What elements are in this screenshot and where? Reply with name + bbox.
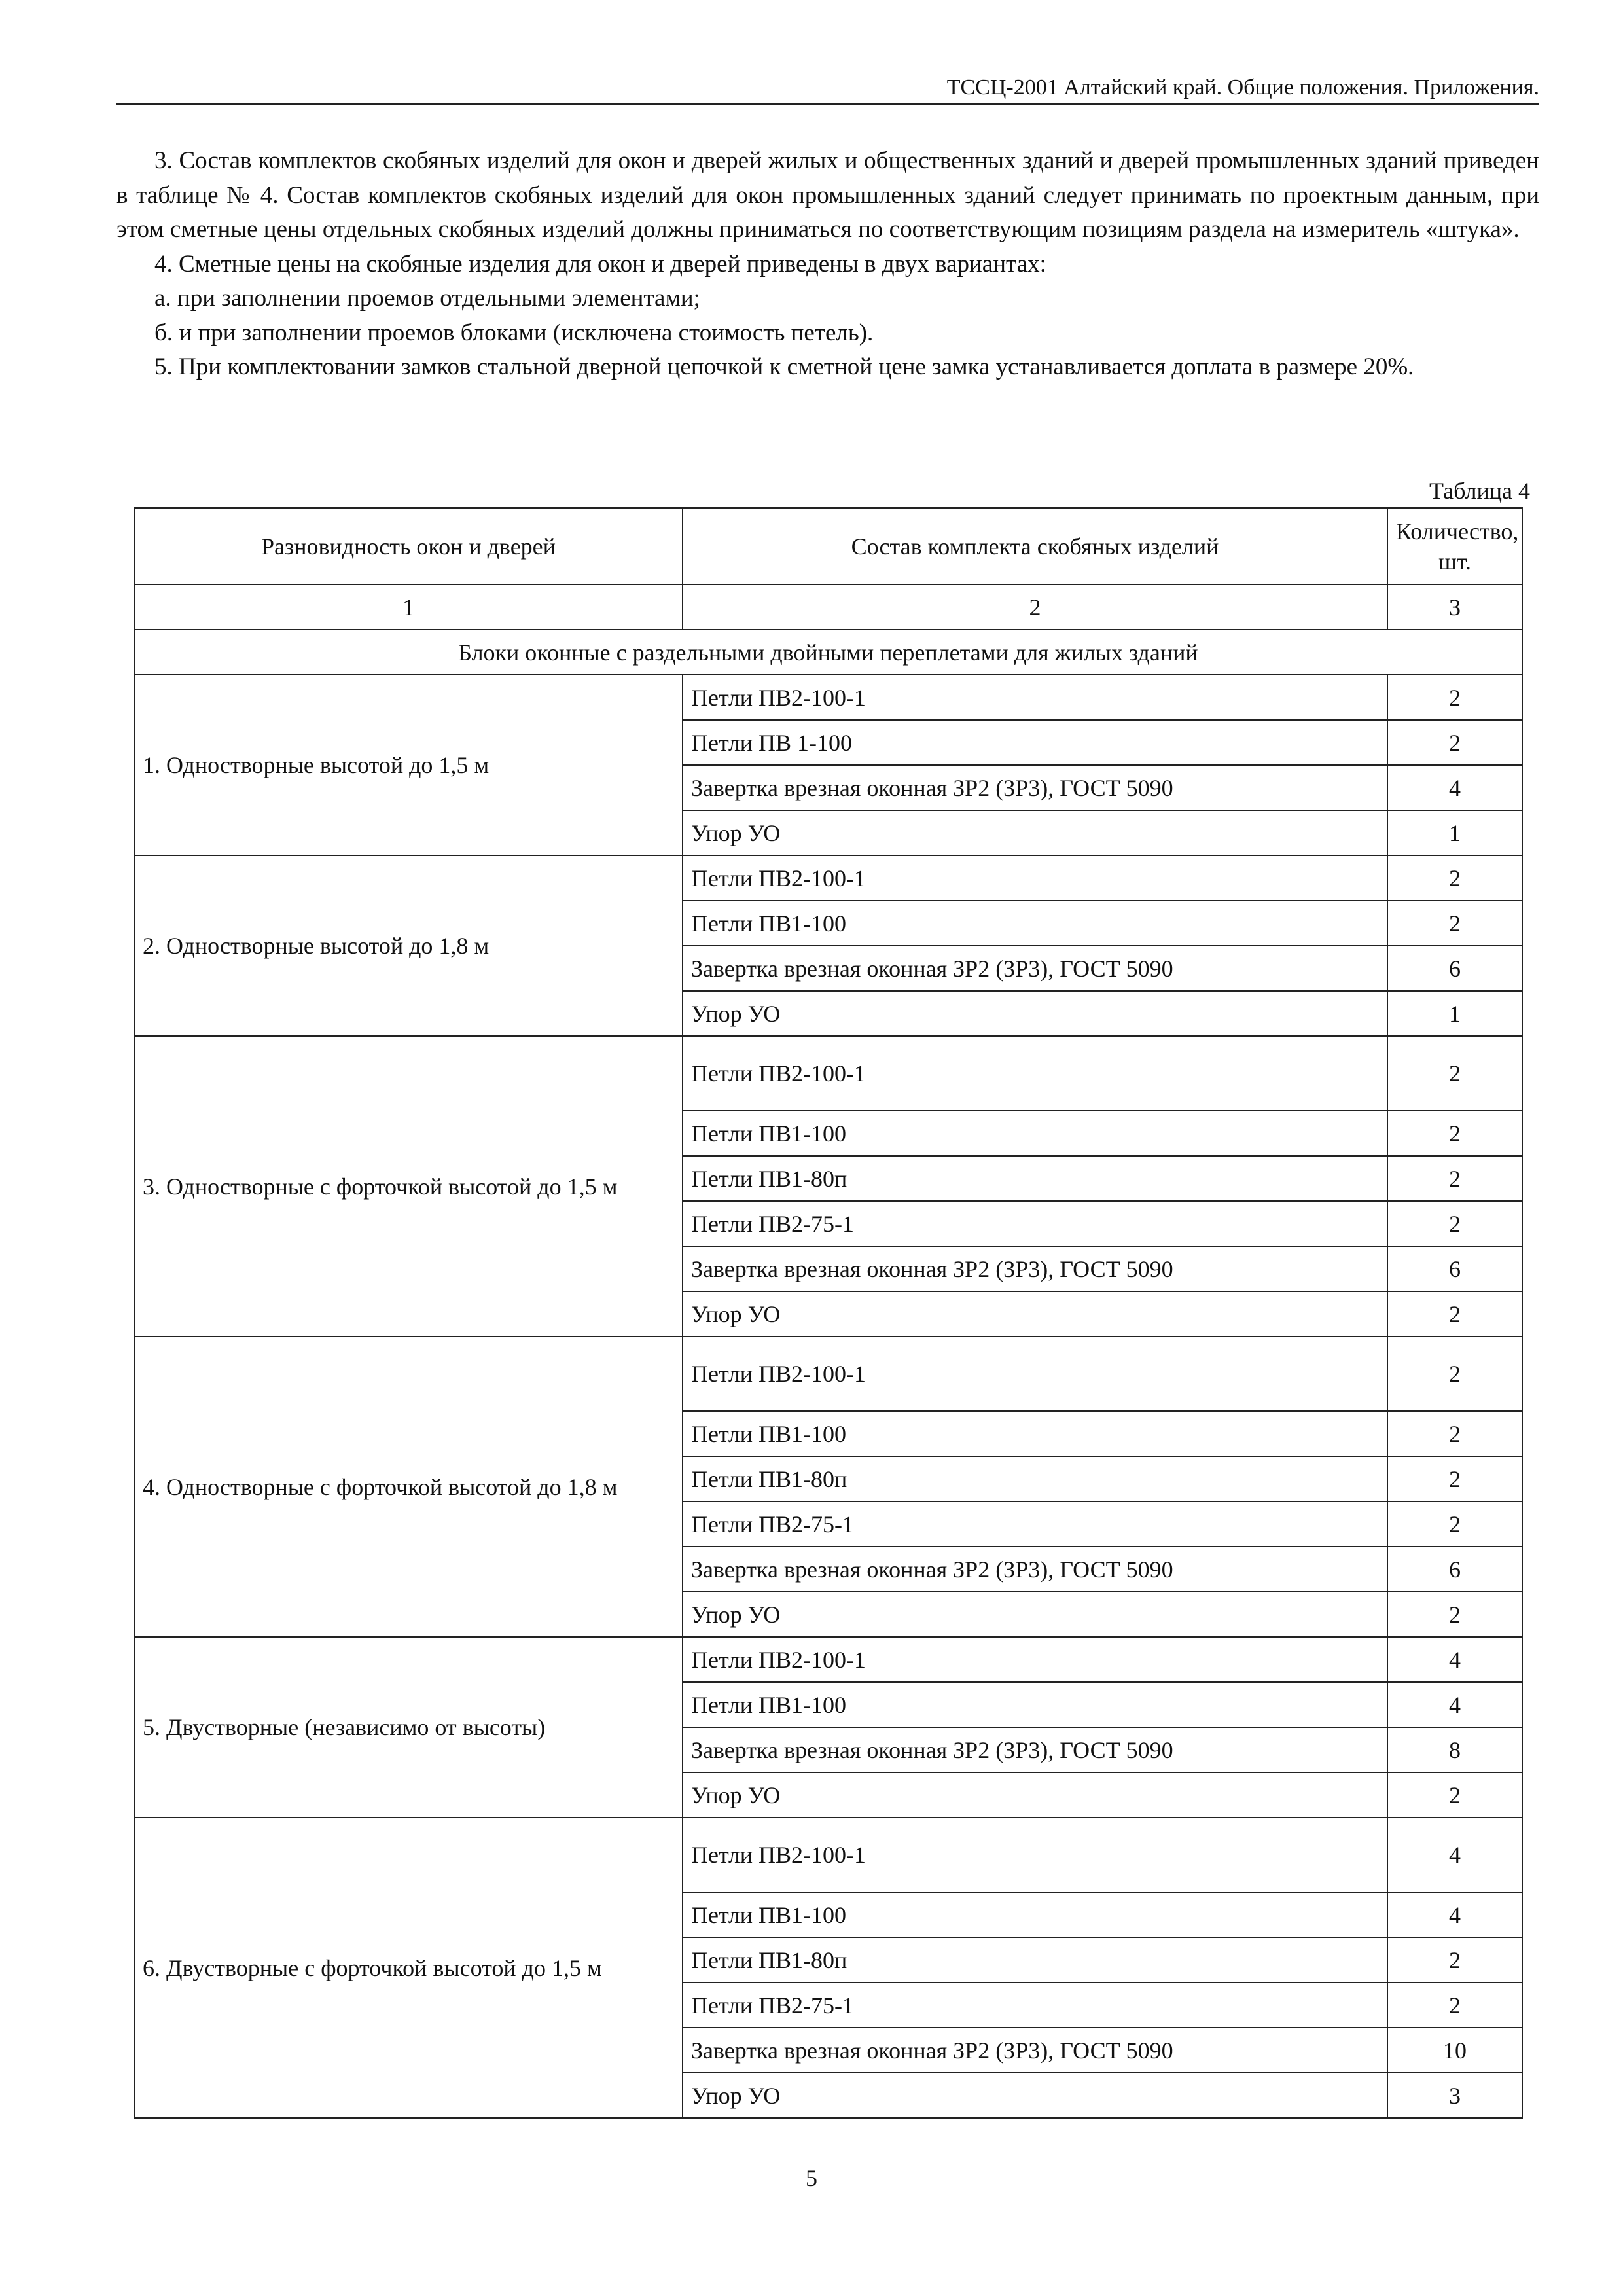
hardware-item-cell: Петли ПВ1-100 <box>683 901 1387 946</box>
quantity-cell: 4 <box>1387 765 1522 810</box>
column-header-variety: Разновидность окон и дверей <box>134 508 683 584</box>
hardware-item-cell: Петли ПВ2-100-1 <box>683 1036 1387 1111</box>
quantity-cell: 2 <box>1387 1501 1522 1547</box>
window-variety-cell: 1. Одностворные высотой до 1,5 м <box>134 675 683 855</box>
header-rule <box>116 103 1539 105</box>
hardware-item-cell: Завертка врезная оконная ЗР2 (ЗР3), ГОСТ 5090 <box>683 1727 1387 1772</box>
hardware-item-cell: Упор УО <box>683 991 1387 1036</box>
hardware-item-cell: Петли ПВ1-100 <box>683 1682 1387 1727</box>
paragraph-4: 4. Сметные цены на скобяные изделия для окон и дверей приведены в двух вариантах: <box>154 250 1046 278</box>
hardware-item-cell: Упор УО <box>683 1592 1387 1637</box>
quantity-cell: 2 <box>1387 675 1522 720</box>
hardware-item-cell: Петли ПВ2-100-1 <box>683 1336 1387 1411</box>
table-row <box>134 675 1522 720</box>
hardware-item-cell: Завертка врезная оконная ЗР2 (ЗР3), ГОСТ 5090 <box>683 946 1387 991</box>
window-variety-cell: 3. Одностворные с форточкой высотой до 1,5 м <box>134 1036 683 1336</box>
hardware-item-cell: Завертка врезная оконная ЗР2 (ЗР3), ГОСТ 5090 <box>683 1547 1387 1592</box>
hardware-item-cell: Завертка врезная оконная ЗР2 (ЗР3), ГОСТ 5090 <box>683 1246 1387 1291</box>
page-number: 5 <box>806 2165 817 2191</box>
window-variety-cell: 6. Двустворные с форточкой высотой до 1,5 м <box>134 1818 683 2118</box>
quantity-cell: 2 <box>1387 1937 1522 1982</box>
paragraph-4a: а. при заполнении проемов отдельными элементами; <box>154 285 700 312</box>
quantity-cell: 10 <box>1387 2028 1522 2073</box>
quantity-cell: 4 <box>1387 1637 1522 1682</box>
quantity-cell: 2 <box>1387 1772 1522 1818</box>
hardware-item-cell: Петли ПВ2-75-1 <box>683 1982 1387 2028</box>
table-row <box>134 1336 1522 1411</box>
hardware-item-cell: Петли ПВ1-100 <box>683 1411 1387 1456</box>
window-variety-cell: 4. Одностворные с форточкой высотой до 1,8 м <box>134 1336 683 1637</box>
quantity-cell: 6 <box>1387 946 1522 991</box>
hardware-item-cell: Упор УО <box>683 1291 1387 1336</box>
hardware-item-cell: Петли ПВ2-100-1 <box>683 1637 1387 1682</box>
quantity-cell: 2 <box>1387 855 1522 901</box>
table-row <box>134 855 1522 901</box>
quantity-cell: 2 <box>1387 720 1522 765</box>
hardware-item-cell: Петли ПВ 1-100 <box>683 720 1387 765</box>
quantity-cell: 2 <box>1387 1036 1522 1111</box>
quantity-cell: 1 <box>1387 991 1522 1036</box>
column-number-row <box>134 584 1522 630</box>
quantity-cell: 2 <box>1387 1336 1522 1411</box>
section-title: Блоки оконные с раздельными двойными переплетами для жилых зданий <box>134 630 1522 675</box>
window-variety-cell: 2. Одностворные высотой до 1,8 м <box>134 855 683 1036</box>
paragraph-3: 3. Состав комплектов скобяных изделий для окон и дверей жилых и общественных зданий и дверей промышленных зданий приведен в таблице № 4. Состав комплектов скобяных изделий для окон промышленных зданий следует принимать по проектным данным, при этом сметные цены отдельных скобяных изделий должны приниматься по соответствующим позициям раздела на измеритель «штука». <box>116 147 1539 243</box>
paragraph-5: 5. При комплектовании замков стальной дверной цепочкой к сметной цене замка устанавливается доплата в размере 20%. <box>154 353 1414 380</box>
column-header-quantity: Количество, шт. <box>1387 508 1522 584</box>
quantity-cell: 2 <box>1387 1456 1522 1501</box>
hardware-item-cell: Петли ПВ1-80п <box>683 1456 1387 1501</box>
quantity-cell: 1 <box>1387 810 1522 855</box>
quantity-cell: 8 <box>1387 1727 1522 1772</box>
hardware-item-cell: Петли ПВ1-100 <box>683 1892 1387 1937</box>
hardware-item-cell: Петли ПВ1-80п <box>683 1156 1387 1201</box>
quantity-cell: 2 <box>1387 1592 1522 1637</box>
hardware-kit-table <box>134 507 1523 2119</box>
hardware-item-cell: Петли ПВ2-75-1 <box>683 1501 1387 1547</box>
hardware-item-cell: Петли ПВ2-100-1 <box>683 855 1387 901</box>
section-title-row <box>134 630 1522 675</box>
window-variety-cell: 5. Двустворные (независимо от высоты) <box>134 1637 683 1818</box>
column-number: 3 <box>1387 584 1522 630</box>
quantity-cell: 2 <box>1387 1156 1522 1201</box>
quantity-cell: 2 <box>1387 901 1522 946</box>
hardware-item-cell: Петли ПВ2-75-1 <box>683 1201 1387 1246</box>
running-header: ТССЦ-2001 Алтайский край. Общие положения. Приложения. <box>946 75 1539 99</box>
quantity-cell: 2 <box>1387 1411 1522 1456</box>
hardware-item-cell: Упор УО <box>683 1772 1387 1818</box>
quantity-cell: 4 <box>1387 1892 1522 1937</box>
table-caption: Таблица 4 <box>1429 478 1530 504</box>
quantity-cell: 2 <box>1387 1201 1522 1246</box>
quantity-cell: 6 <box>1387 1547 1522 1592</box>
hardware-item-cell: Упор УО <box>683 810 1387 855</box>
column-header-composition: Состав комплекта скобяных изделий <box>683 508 1387 584</box>
table-row <box>134 1036 1522 1111</box>
hardware-item-cell: Упор УО <box>683 2073 1387 2118</box>
column-number: 1 <box>134 584 683 630</box>
table-row <box>134 1637 1522 1682</box>
hardware-item-cell: Завертка врезная оконная ЗР2 (ЗР3), ГОСТ 5090 <box>683 765 1387 810</box>
hardware-item-cell: Петли ПВ1-100 <box>683 1111 1387 1156</box>
quantity-cell: 6 <box>1387 1246 1522 1291</box>
quantity-cell: 4 <box>1387 1682 1522 1727</box>
column-number: 2 <box>683 584 1387 630</box>
table-header-row <box>134 508 1522 584</box>
quantity-cell: 3 <box>1387 2073 1522 2118</box>
quantity-cell: 4 <box>1387 1818 1522 1892</box>
hardware-item-cell: Петли ПВ2-100-1 <box>683 675 1387 720</box>
table-row <box>134 1818 1522 1892</box>
quantity-cell: 2 <box>1387 1291 1522 1336</box>
hardware-item-cell: Петли ПВ2-100-1 <box>683 1818 1387 1892</box>
hardware-item-cell: Завертка врезная оконная ЗР2 (ЗР3), ГОСТ 5090 <box>683 2028 1387 2073</box>
paragraph-4b: б. и при заполнении проемов блоками (исключена стоимость петель). <box>154 319 874 346</box>
body-text <box>116 144 1539 385</box>
quantity-cell: 2 <box>1387 1111 1522 1156</box>
hardware-item-cell: Петли ПВ1-80п <box>683 1937 1387 1982</box>
quantity-cell: 2 <box>1387 1982 1522 2028</box>
